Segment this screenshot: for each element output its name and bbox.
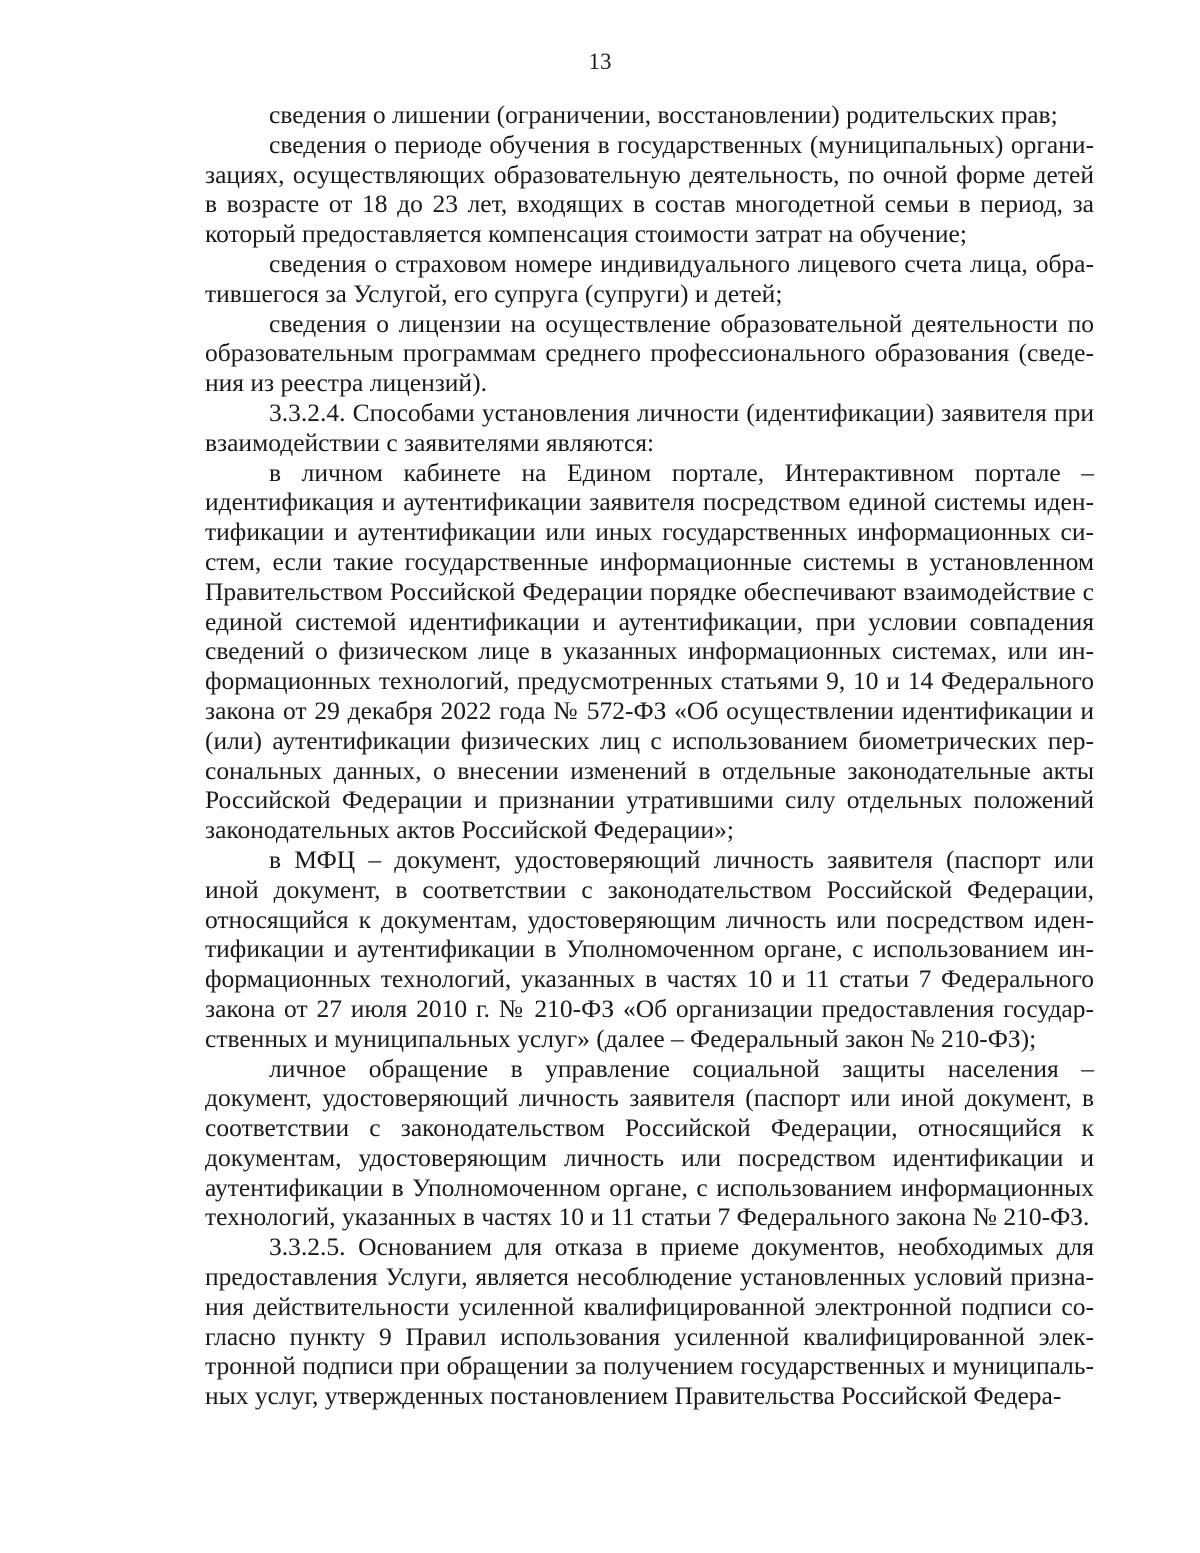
page-number: 13	[588, 49, 612, 74]
paragraph-mfc: в МФЦ – документ, удостоверяющий личность заявителя (паспорт или иной документ, в соответствии с законодательством Российской Федерации, относящийся к документам, удостоверяющим личность или посредством идентификации и аутентификации в Уполномоченном органе, с использованием информационных технологий, указанных в частях 10 и 11 статьи 7 Федерального закона от 27 июля 2010 г. № 210-ФЗ «Об организации предоставления государственных и муниципальных услуг» (далее – Федеральный закон № 210-ФЗ);	[205, 844, 1094, 1053]
paragraph-insurance-number: сведения о страховом номере индивидуального лицевого счета лица, обратившегося за Услугой, его супруга (супруги) и детей;	[205, 248, 1094, 308]
paragraph-refusal-grounds: 3.3.2.5. Основанием для отказа в приеме документов, необходимых для предоставления Услуги, является несоблюдение установленных условий признания действительности усиленной квалифицированной электронной подписи согласно пункту 9 Правил использования усиленной квалифицированной электронной подписи при обращении за получением государственных и муниципальных услуг, утвержденных постановлением Правительства Российской Федера-	[205, 1232, 1094, 1411]
paragraph-license-info: сведения о лицензии на осуществление образовательной деятельности по образовательным программам среднего профессионального образования (сведения из реестра лицензий).	[205, 308, 1094, 398]
paragraph-personal-account: в личном кабинете на Едином портале, Интерактивном портале – идентификация и аутентификации заявителя посредством единой системы идентификации и аутентификации или иных государственных информационных систем, если такие государственные информационные системы в установленном Правительством Российской Федерации порядке обеспечивают взаимодействие с единой системой идентификации и аутентификации, при условии совпадения сведений о физическом лице в указанных информационных системах, или информационных технологий, предусмотренных статьями 9, 10 и 14 Федерального закона от 29 декабря 2022 года № 572-ФЗ «Об осуществлении идентификации и (или) аутентификации физических лиц с использованием биометрических персональных данных, о внесении изменений в отдельные законодательные акты Российской Федерации и признании утратившими силу отдельных положений законодательных актов Российской Федерации»;	[205, 457, 1094, 845]
paragraph-education-period: сведения о периоде обучения в государственных (муниципальных) организациях, осуществляющих образовательную деятельность, по очной форме детей в возрасте от 18 до 23 лет, входящих в состав многодетной семьи в период, за который предоставляется компенсация стоимости затрат на обучение;	[205, 129, 1094, 249]
paragraph-identification-methods: 3.3.2.4. Способами установления личности (идентификации) заявителя при взаимодействии с заявителями являются:	[205, 397, 1094, 457]
paragraph-personal-visit: личное обращение в управление социальной защиты населения – документ, удостоверяющий личность заявителя (паспорт или иной документ, в соответствии с законодательством Российской Федерации, относящийся к документам, удостоверяющим личность или посредством идентификации и аутентификации в Уполномоченном органе, с использованием информационных технологий, указанных в частях 10 и 11 статьи 7 Федерального закона № 210-ФЗ.	[205, 1053, 1094, 1232]
document-body	[205, 100, 1094, 1411]
paragraph-parental-rights: сведения о лишении (ограничении, восстановлении) родительских прав;	[269, 100, 1058, 129]
